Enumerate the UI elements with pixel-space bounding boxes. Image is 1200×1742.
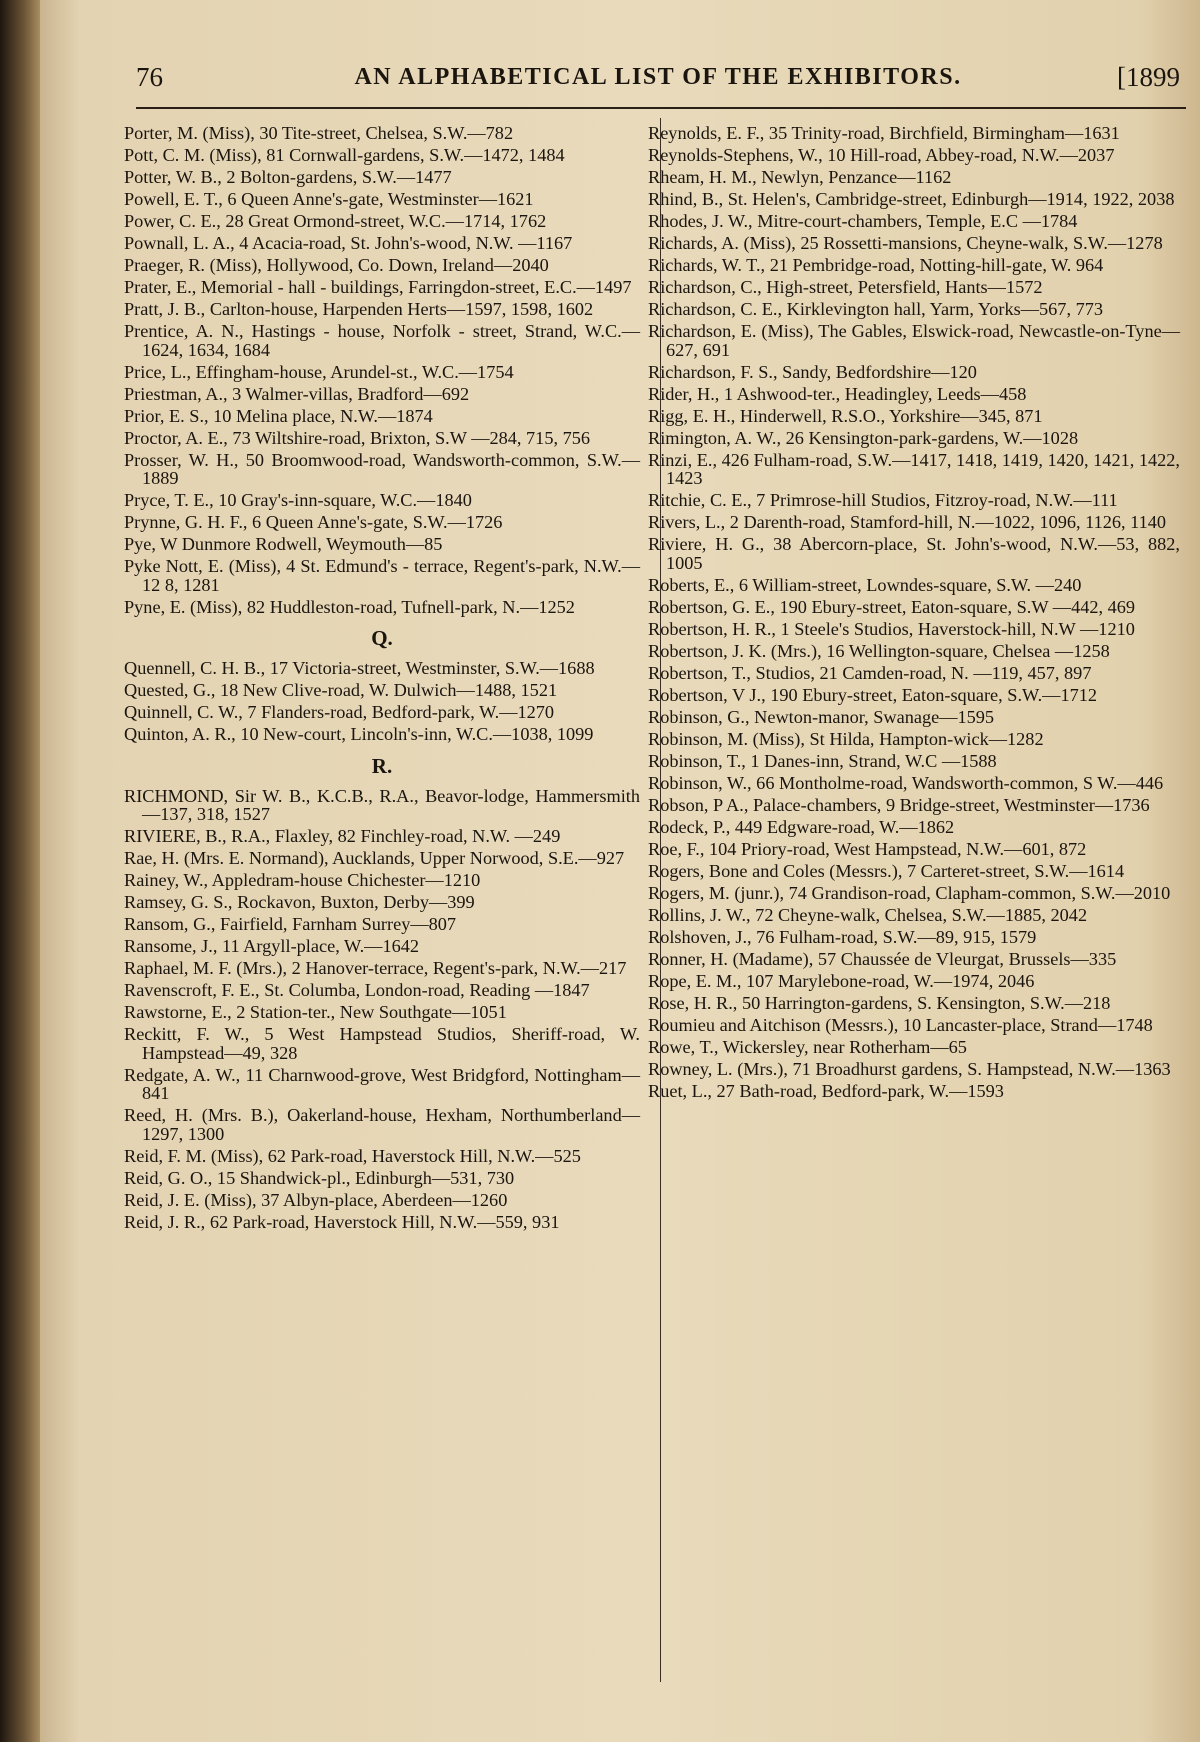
exhibitor-entry: Richardson, E. (Miss), The Gables, Elswick-road, Newcastle-on-Tyne—627, 691 bbox=[648, 321, 1180, 360]
exhibitor-entry: Rodeck, P., 449 Edgware-road, W.—1862 bbox=[648, 816, 955, 837]
exhibitor-entry: Rinzi, E., 426 Fulham-road, S.W.—1417, 1418, 1419, 1420, 1421, 1422, 1423 bbox=[648, 449, 1181, 488]
exhibitor-entry: Porter, M. (Miss), 30 Tite-street, Chelsea, S.W.—782 bbox=[124, 123, 514, 143]
exhibitor-entry: Richardson, C. E., Kirklevington hall, Yarm, Yorks—567, 773 bbox=[648, 299, 1104, 319]
exhibitor-entry: Robinson, T., 1 Danes-inn, Strand, W.C —1588 bbox=[648, 750, 997, 771]
exhibitor-entry: Robertson, V J., 190 Ebury-street, Eaton-square, S.W.—1712 bbox=[648, 684, 1098, 705]
running-title: AN ALPHABETICAL LIST OF THE EXHIBITORS. bbox=[354, 64, 962, 90]
exhibitor-entry: Robertson, H. R., 1 Steele's Studios, Haverstock-hill, N.W —1210 bbox=[648, 618, 1135, 639]
exhibitor-entry: Reid, G. O., 15 Shandwick-pl., Edinburgh—531, 730 bbox=[124, 1167, 515, 1188]
exhibitor-entry: Pratt, J. B., Carlton-house, Harpenden Herts—1597, 1598, 1602 bbox=[124, 299, 594, 319]
exhibitor-entry: Pyke Nott, E. (Miss), 4 St. Edmund's - terrace, Regent's-park, N.W.—12 8, 1281 bbox=[124, 556, 640, 595]
book-page bbox=[40, 0, 1200, 1742]
exhibitor-entry: Ransome, J., 11 Argyll-place, W.—1642 bbox=[124, 936, 420, 956]
exhibitor-entry: Prosser, W. H., 50 Broomwood-road, Wandsworth-common, S.W.—1889 bbox=[124, 449, 640, 488]
exhibitor-entry: Quennell, C. H. B., 17 Victoria-street, Westminster, S.W.—1688 bbox=[124, 658, 595, 678]
exhibitor-entry: Roe, F., 104 Priory-road, West Hampstead, N.W.—601, 872 bbox=[648, 838, 1087, 859]
exhibitor-entry: Rider, H., 1 Ashwood-ter., Headingley, Leeds—458 bbox=[648, 383, 1027, 404]
exhibitor-entry: Rhodes, J. W., Mitre-court-chambers, Temple, E.C —1784 bbox=[648, 211, 1078, 231]
exhibitor-entry: Powell, E. T., 6 Queen Anne's-gate, Westminster—1621 bbox=[124, 189, 534, 209]
exhibitor-entry: Rose, H. R., 50 Harrington-gardens, S. Kensington, S.W.—218 bbox=[648, 992, 1111, 1013]
exhibitor-entry: Rae, H. (Mrs. E. Normand), Aucklands, Upper Norwood, S.E.—927 bbox=[124, 848, 625, 868]
page-number: 76 bbox=[136, 62, 163, 92]
exhibitor-entry: Raphael, M. F. (Mrs.), 2 Hanover-terrace, Regent's-park, N.W.—217 bbox=[124, 958, 627, 978]
exhibitor-entry: Priestman, A., 3 Walmer-villas, Bradford—692 bbox=[124, 383, 470, 404]
exhibitor-entry: Prior, E. S., 10 Melina place, N.W.—1874 bbox=[124, 405, 433, 426]
exhibitor-entry: Robinson, M. (Miss), St Hilda, Hampton-wick—1282 bbox=[648, 728, 1044, 749]
exhibitor-entry: Rowney, L. (Mrs.), 71 Broadhurst gardens, S. Hampstead, N.W.—1363 bbox=[648, 1058, 1171, 1079]
exhibitor-entry: Quinnell, C. W., 7 Flanders-road, Bedford-park, W.—1270 bbox=[124, 702, 555, 722]
exhibitor-entry: Richards, W. T., 21 Pembridge-road, Notting-hill-gate, W. 964 bbox=[648, 255, 1104, 275]
exhibitor-entry: Robinson, G., Newton-manor, Swanage—1595 bbox=[648, 706, 995, 727]
book-gutter bbox=[0, 0, 40, 1742]
right-column bbox=[648, 124, 1180, 1104]
exhibitor-entry: Ritchie, C. E., 7 Primrose-hill Studios, Fitzroy-road, N.W.—111 bbox=[648, 490, 1118, 510]
exhibitor-entry: Robertson, J. K. (Mrs.), 16 Wellington-square, Chelsea —1258 bbox=[648, 640, 1110, 661]
exhibitor-entry: Ransom, G., Fairfield, Farnham Surrey—807 bbox=[124, 914, 457, 934]
exhibitor-entry: Price, L., Effingham-house, Arundel-st., W.C.—1754 bbox=[124, 361, 514, 382]
exhibitor-entry: Prynne, G. H. F., 6 Queen Anne's-gate, S.W.—1726 bbox=[124, 512, 503, 532]
exhibitor-entry: Roumieu and Aitchison (Messrs.), 10 Lancaster-place, Strand—1748 bbox=[648, 1014, 1153, 1035]
exhibitor-entry: Reid, J. R., 62 Park-road, Haverstock Hill, N.W.—559, 931 bbox=[124, 1211, 560, 1232]
exhibitor-entry: Pryce, T. E., 10 Gray's-inn-square, W.C.—1840 bbox=[124, 490, 472, 510]
exhibitor-entry: Rogers, Bone and Coles (Messrs.), 7 Carteret-street, S.W.—1614 bbox=[648, 860, 1125, 881]
exhibitor-entry: Pott, C. M. (Miss), 81 Cornwall-gardens, S.W.—1472, 1484 bbox=[124, 145, 565, 165]
left-column bbox=[124, 124, 640, 1235]
exhibitor-entry: Prentice, A. N., Hastings - house, Norfolk - street, Strand, W.C.—1624, 1634, 1684 bbox=[124, 321, 640, 360]
exhibitor-entry: Robson, P A., Palace-chambers, 9 Bridge-street, Westminster—1736 bbox=[648, 794, 1150, 815]
exhibitor-entry: Ruet, L., 27 Bath-road, Bedford-park, W.—1593 bbox=[648, 1080, 1004, 1101]
exhibitor-entry: Rogers, M. (junr.), 74 Grandison-road, Clapham-common, S.W.—2010 bbox=[648, 882, 1171, 903]
exhibitor-entry: Potter, W. B., 2 Bolton-gardens, S.W.—1477 bbox=[124, 167, 452, 187]
exhibitor-entry: Quinton, A. R., 10 New-court, Lincoln's-inn, W.C.—1038, 1099 bbox=[124, 724, 594, 744]
exhibitor-entry: Reynolds, E. F., 35 Trinity-road, Birchfield, Birmingham—1631 bbox=[648, 123, 1120, 143]
exhibitor-entry: Rhind, B., St. Helen's, Cambridge-street, Edinburgh—1914, 1922, 2038 bbox=[648, 189, 1175, 209]
exhibitor-entry: Richardson, C., High-street, Petersfield, Hants—1572 bbox=[648, 277, 1043, 297]
exhibitor-entry: Rigg, E. H., Hinderwell, R.S.O., Yorkshire—345, 871 bbox=[648, 405, 1043, 426]
exhibitor-entry: Rowe, T., Wickersley, near Rotherham—65 bbox=[648, 1036, 967, 1057]
exhibitor-entry: Reid, F. M. (Miss), 62 Park-road, Haverstock Hill, N.W.—525 bbox=[124, 1145, 581, 1166]
exhibitor-entry: Rainey, W., Appledram-house Chichester—1210 bbox=[124, 870, 481, 890]
exhibitor-entry: Ronner, H. (Madame), 57 Chaussée de Vleurgat, Brussels—335 bbox=[648, 948, 1117, 969]
exhibitor-entry: Reed, H. (Mrs. B.), Oakerland-house, Hexham, Northumberland—1297, 1300 bbox=[124, 1105, 640, 1144]
exhibitor-entry: Power, C. E., 28 Great Ormond-street, W.C.—1714, 1762 bbox=[124, 211, 547, 231]
exhibitor-entry: Robinson, W., 66 Montholme-road, Wandsworth-common, S W.—446 bbox=[648, 772, 1164, 793]
exhibitor-entry: Praeger, R. (Miss), Hollywood, Co. Down, Ireland—2040 bbox=[124, 255, 549, 275]
exhibitor-entry: Rivers, L., 2 Darenth-road, Stamford-hill, N.—1022, 1096, 1126, 1140 bbox=[648, 512, 1167, 532]
exhibitor-entry: Pye, W Dunmore Rodwell, Weymouth—85 bbox=[124, 534, 443, 554]
exhibitor-entry: Prater, E., Memorial - hall - buildings, Farringdon-street, E.C.—1497 bbox=[124, 277, 632, 297]
exhibitor-entry: Rollins, J. W., 72 Cheyne-walk, Chelsea, S.W.—1885, 2042 bbox=[648, 904, 1088, 925]
exhibitor-entry: Rheam, H. M., Newlyn, Penzance—1162 bbox=[648, 167, 952, 187]
exhibitor-entry: Pownall, L. A., 4 Acacia-road, St. John's-wood, N.W. —1167 bbox=[124, 233, 573, 253]
exhibitor-entry: Robertson, T., Studios, 21 Camden-road, N. —119, 457, 897 bbox=[648, 662, 1092, 683]
exhibitor-entry: Richardson, F. S., Sandy, Bedfordshire—120 bbox=[648, 361, 977, 382]
exhibitor-entry: Rolshoven, J., 76 Fulham-road, S.W.—89, 915, 1579 bbox=[648, 926, 1037, 947]
section-letter: Q. bbox=[371, 626, 393, 650]
exhibitor-entry: Robertson, G. E., 190 Ebury-street, Eaton-square, S.W —442, 469 bbox=[648, 596, 1136, 617]
exhibitor-entry: Reynolds-Stephens, W., 10 Hill-road, Abbey-road, N.W.—2037 bbox=[648, 145, 1115, 165]
page-header bbox=[136, 62, 1180, 102]
exhibitor-entry: Ravenscroft, F. E., St. Columba, London-road, Reading —1847 bbox=[124, 980, 590, 1000]
exhibitor-entry: Proctor, A. E., 73 Wiltshire-road, Brixton, S.W —284, 715, 756 bbox=[124, 427, 591, 448]
exhibitor-entry: Reid, J. E. (Miss), 37 Albyn-place, Aberdeen—1260 bbox=[124, 1189, 508, 1210]
exhibitor-entry: Rope, E. M., 107 Marylebone-road, W.—1974, 2046 bbox=[648, 970, 1035, 991]
exhibitor-entry: Quested, G., 18 New Clive-road, W. Dulwich—1488, 1521 bbox=[124, 680, 558, 700]
header-rule bbox=[136, 107, 1186, 109]
year-marker: [1899 bbox=[1117, 62, 1180, 92]
exhibitor-entry: Rimington, A. W., 26 Kensington-park-gardens, W.—1028 bbox=[648, 427, 1079, 448]
exhibitor-entry: Reckitt, F. W., 5 West Hampstead Studios, Sheriff-road, W. Hampstead—49, 328 bbox=[124, 1024, 640, 1063]
exhibitor-entry: Richards, A. (Miss), 25 Rossetti-mansions, Cheyne-walk, S.W.—1278 bbox=[648, 233, 1163, 253]
exhibitor-entry: Roberts, E., 6 William-street, Lowndes-square, S.W. —240 bbox=[648, 574, 1082, 595]
exhibitor-entry: Riviere, H. G., 38 Abercorn-place, St. John's-wood, N.W.—53, 882, 1005 bbox=[648, 534, 1180, 573]
exhibitor-entry: Redgate, A. W., 11 Charnwood-grove, West Bridgford, Nottingham—841 bbox=[124, 1064, 640, 1103]
exhibitor-entry: Rawstorne, E., 2 Station-ter., New Southgate—1051 bbox=[124, 1002, 507, 1022]
exhibitor-entry: Pyne, E. (Miss), 82 Huddleston-road, Tufnell-park, N.—1252 bbox=[124, 596, 575, 617]
exhibitor-entry: Ramsey, G. S., Rockavon, Buxton, Derby—399 bbox=[124, 892, 475, 912]
exhibitor-entry: RICHMOND, Sir W. B., K.C.B., R.A., Beavor-lodge, Hammersmith—137, 318, 1527 bbox=[124, 785, 640, 824]
section-letter: R. bbox=[371, 753, 393, 778]
exhibitor-entry: RIVIERE, B., R.A., Flaxley, 82 Finchley-road, N.W. —249 bbox=[124, 826, 561, 846]
